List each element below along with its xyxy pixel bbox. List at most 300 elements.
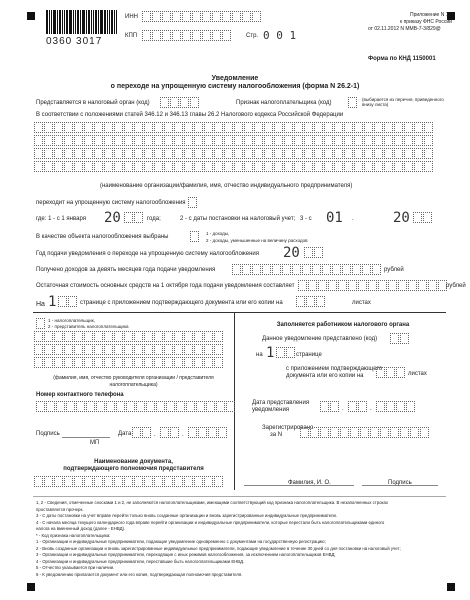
input-cell[interactable] xyxy=(322,264,331,275)
input-cell[interactable] xyxy=(126,401,135,412)
input-cell[interactable] xyxy=(204,357,213,368)
input-cell[interactable] xyxy=(190,231,199,242)
input-cell[interactable] xyxy=(84,476,93,487)
input-cell[interactable] xyxy=(424,148,433,159)
input-cell[interactable] xyxy=(134,212,143,223)
input-cell[interactable] xyxy=(144,344,153,355)
input-cell[interactable] xyxy=(216,401,225,412)
input-cell[interactable] xyxy=(68,296,77,307)
input-cell[interactable] xyxy=(144,148,153,159)
input-cell[interactable] xyxy=(334,161,343,172)
input-cell[interactable] xyxy=(134,344,143,355)
input-cell[interactable] xyxy=(46,401,55,412)
input-cell[interactable] xyxy=(344,122,353,133)
input-cell[interactable] xyxy=(164,476,173,487)
input-cell[interactable] xyxy=(340,427,349,438)
input-cell[interactable] xyxy=(304,122,313,133)
input-cell[interactable] xyxy=(300,427,309,438)
input-cell[interactable] xyxy=(58,296,67,307)
input-cell[interactable] xyxy=(142,30,151,41)
input-cell[interactable] xyxy=(94,357,103,368)
input-cell[interactable] xyxy=(214,331,223,342)
input-cell[interactable] xyxy=(54,344,63,355)
input-cell[interactable] xyxy=(194,148,203,159)
input-cell[interactable] xyxy=(54,331,63,342)
input-cell[interactable] xyxy=(332,264,341,275)
input-cell[interactable] xyxy=(198,427,207,438)
input-cell[interactable] xyxy=(354,135,363,146)
grid-row[interactable] xyxy=(34,135,433,146)
input-cell[interactable] xyxy=(74,331,83,342)
input-cell[interactable] xyxy=(252,264,261,275)
input-cell[interactable] xyxy=(264,161,273,172)
input-cell[interactable] xyxy=(264,135,273,146)
input-cell[interactable] xyxy=(116,401,125,412)
input-cell[interactable] xyxy=(212,30,221,41)
input-cell[interactable] xyxy=(294,148,303,159)
input-cell[interactable] xyxy=(144,122,153,133)
input-cell[interactable] xyxy=(292,264,301,275)
input-cell[interactable] xyxy=(244,148,253,159)
input-cell[interactable] xyxy=(410,427,419,438)
input-cell[interactable] xyxy=(114,122,123,133)
input-cell[interactable] xyxy=(34,476,43,487)
input-cell[interactable] xyxy=(374,122,383,133)
input-cell[interactable] xyxy=(310,427,319,438)
input-cell[interactable] xyxy=(234,135,243,146)
grid-row[interactable] xyxy=(34,122,433,133)
input-cell[interactable] xyxy=(174,331,183,342)
input-cell[interactable] xyxy=(400,333,409,344)
input-cell[interactable] xyxy=(84,148,93,159)
input-cell[interactable] xyxy=(428,280,437,291)
input-cell[interactable] xyxy=(94,344,103,355)
input-cell[interactable] xyxy=(284,148,293,159)
input-cell[interactable] xyxy=(264,148,273,159)
input-cell[interactable] xyxy=(394,135,403,146)
input-cell[interactable] xyxy=(208,427,217,438)
input-cell[interactable] xyxy=(406,401,415,412)
input-cell[interactable] xyxy=(324,148,333,159)
input-cell[interactable] xyxy=(134,357,143,368)
input-cell[interactable] xyxy=(84,344,93,355)
input-cell[interactable] xyxy=(320,427,329,438)
input-cell[interactable] xyxy=(134,122,143,133)
input-cell[interactable] xyxy=(232,11,241,22)
input-cell[interactable] xyxy=(176,401,185,412)
input-cell[interactable] xyxy=(274,122,283,133)
input-cell[interactable] xyxy=(294,135,303,146)
input-cell[interactable] xyxy=(194,135,203,146)
input-cell[interactable] xyxy=(104,331,113,342)
input-cell[interactable] xyxy=(174,122,183,133)
input-cell[interactable] xyxy=(194,344,203,355)
org-name-grid[interactable] xyxy=(34,122,433,174)
input-cell[interactable] xyxy=(184,161,193,172)
input-cell[interactable] xyxy=(64,122,73,133)
input-cell[interactable] xyxy=(304,161,313,172)
input-cell[interactable] xyxy=(114,135,123,146)
input-cell[interactable] xyxy=(164,344,173,355)
input-cell[interactable] xyxy=(390,333,399,344)
input-cell[interactable] xyxy=(350,427,359,438)
input-cell[interactable] xyxy=(206,401,215,412)
input-cell[interactable] xyxy=(104,476,113,487)
input-cell[interactable] xyxy=(390,427,399,438)
input-cell[interactable] xyxy=(74,357,83,368)
input-cell[interactable] xyxy=(314,148,323,159)
input-cell[interactable] xyxy=(94,331,103,342)
input-cell[interactable] xyxy=(64,135,73,146)
input-cell[interactable] xyxy=(142,11,151,22)
input-cell[interactable] xyxy=(170,97,179,108)
input-cell[interactable] xyxy=(160,97,169,108)
input-cell[interactable] xyxy=(334,135,343,146)
input-cell[interactable] xyxy=(286,347,295,358)
on-pages-field[interactable] xyxy=(276,347,295,358)
input-cell[interactable] xyxy=(364,148,373,159)
input-cell[interactable] xyxy=(114,344,123,355)
input-cell[interactable] xyxy=(164,331,173,342)
input-cell[interactable] xyxy=(192,30,201,41)
input-cell[interactable] xyxy=(384,161,393,172)
submitted-code-field[interactable] xyxy=(390,333,409,344)
input-cell[interactable] xyxy=(314,135,323,146)
input-cell[interactable] xyxy=(174,357,183,368)
input-cell[interactable] xyxy=(334,148,343,159)
input-cell[interactable] xyxy=(204,135,213,146)
input-cell[interactable] xyxy=(254,161,263,172)
input-cell[interactable] xyxy=(184,122,193,133)
input-cell[interactable] xyxy=(44,135,53,146)
input-cell[interactable] xyxy=(222,30,231,41)
input-cell[interactable] xyxy=(344,135,353,146)
reg-number-field[interactable] xyxy=(300,427,429,438)
grid-row[interactable] xyxy=(34,357,223,368)
input-cell[interactable] xyxy=(144,135,153,146)
input-cell[interactable] xyxy=(214,344,223,355)
input-cell[interactable] xyxy=(162,11,171,22)
input-cell[interactable] xyxy=(354,148,363,159)
input-cell[interactable] xyxy=(124,476,133,487)
input-cell[interactable] xyxy=(54,476,63,487)
input-cell[interactable] xyxy=(34,135,43,146)
input-cell[interactable] xyxy=(124,357,133,368)
input-cell[interactable] xyxy=(218,427,227,438)
input-cell[interactable] xyxy=(342,264,351,275)
input-cell[interactable] xyxy=(44,331,53,342)
grid-row[interactable] xyxy=(34,476,223,487)
input-cell[interactable] xyxy=(44,357,53,368)
input-cell[interactable] xyxy=(104,148,113,159)
input-cell[interactable] xyxy=(414,122,423,133)
input-cell[interactable] xyxy=(84,135,93,146)
date-field-right-month[interactable] xyxy=(348,401,367,412)
transition-option-field[interactable] xyxy=(188,197,197,208)
input-cell[interactable] xyxy=(194,161,203,172)
input-cell[interactable] xyxy=(264,122,273,133)
input-cell[interactable] xyxy=(192,11,201,22)
input-cell[interactable] xyxy=(134,331,143,342)
input-cell[interactable] xyxy=(84,122,93,133)
input-cell[interactable] xyxy=(160,427,169,438)
input-cell[interactable] xyxy=(96,401,105,412)
input-cell[interactable] xyxy=(164,148,173,159)
input-cell[interactable] xyxy=(414,135,423,146)
input-cell[interactable] xyxy=(394,161,403,172)
input-cell[interactable] xyxy=(396,367,405,378)
input-cell[interactable] xyxy=(368,280,377,291)
input-cell[interactable] xyxy=(396,401,405,412)
input-cell[interactable] xyxy=(104,357,113,368)
input-cell[interactable] xyxy=(184,135,193,146)
date-field-right-year[interactable] xyxy=(376,401,415,412)
input-cell[interactable] xyxy=(74,161,83,172)
input-cell[interactable] xyxy=(94,161,103,172)
input-cell[interactable] xyxy=(94,148,103,159)
input-cell[interactable] xyxy=(364,122,373,133)
input-cell[interactable] xyxy=(386,401,395,412)
input-cell[interactable] xyxy=(194,331,203,342)
input-cell[interactable] xyxy=(164,357,173,368)
input-cell[interactable] xyxy=(324,122,333,133)
input-cell[interactable] xyxy=(358,401,367,412)
input-cell[interactable] xyxy=(418,280,427,291)
grid-row[interactable] xyxy=(34,344,223,355)
input-cell[interactable] xyxy=(114,476,123,487)
input-cell[interactable] xyxy=(104,135,113,146)
date-field-right-day[interactable] xyxy=(320,401,339,412)
input-cell[interactable] xyxy=(174,476,183,487)
grid-row[interactable] xyxy=(34,331,223,342)
input-cell[interactable] xyxy=(296,296,305,307)
phone-field[interactable] xyxy=(36,401,235,412)
residual-field[interactable] xyxy=(298,280,447,291)
input-cell[interactable] xyxy=(424,122,433,133)
input-cell[interactable] xyxy=(338,280,347,291)
input-cell[interactable] xyxy=(354,122,363,133)
input-cell[interactable] xyxy=(423,212,432,223)
kpp-field[interactable] xyxy=(142,30,231,41)
input-cell[interactable] xyxy=(254,135,263,146)
input-cell[interactable] xyxy=(224,148,233,159)
input-cell[interactable] xyxy=(44,476,53,487)
input-cell[interactable] xyxy=(234,122,243,133)
input-cell[interactable] xyxy=(114,357,123,368)
input-cell[interactable] xyxy=(194,122,203,133)
input-cell[interactable] xyxy=(182,11,191,22)
pages-field[interactable] xyxy=(58,296,77,307)
input-cell[interactable] xyxy=(74,476,83,487)
input-cell[interactable] xyxy=(414,148,423,159)
input-cell[interactable] xyxy=(154,331,163,342)
input-cell[interactable] xyxy=(194,476,203,487)
input-cell[interactable] xyxy=(384,122,393,133)
input-cell[interactable] xyxy=(136,401,145,412)
tax-authority-code-field[interactable] xyxy=(160,97,199,108)
input-cell[interactable] xyxy=(212,11,221,22)
input-cell[interactable] xyxy=(242,264,251,275)
input-cell[interactable] xyxy=(94,135,103,146)
input-cell[interactable] xyxy=(44,161,53,172)
input-cell[interactable] xyxy=(413,212,422,223)
input-cell[interactable] xyxy=(388,280,397,291)
input-cell[interactable] xyxy=(152,30,161,41)
input-cell[interactable] xyxy=(348,401,357,412)
input-cell[interactable] xyxy=(226,401,235,412)
input-cell[interactable] xyxy=(184,331,193,342)
input-cell[interactable] xyxy=(174,148,183,159)
input-cell[interactable] xyxy=(44,122,53,133)
inn-field[interactable] xyxy=(142,11,261,22)
input-cell[interactable] xyxy=(144,476,153,487)
input-cell[interactable] xyxy=(164,135,173,146)
input-cell[interactable] xyxy=(324,135,333,146)
year-field[interactable] xyxy=(304,247,323,258)
input-cell[interactable] xyxy=(124,344,133,355)
input-cell[interactable] xyxy=(74,135,83,146)
input-cell[interactable] xyxy=(284,161,293,172)
input-cell[interactable] xyxy=(304,247,313,258)
input-cell[interactable] xyxy=(34,344,43,355)
input-cell[interactable] xyxy=(318,280,327,291)
input-cell[interactable] xyxy=(244,135,253,146)
input-cell[interactable] xyxy=(244,161,253,172)
input-cell[interactable] xyxy=(394,122,403,133)
input-cell[interactable] xyxy=(44,148,53,159)
input-cell[interactable] xyxy=(134,161,143,172)
input-cell[interactable] xyxy=(76,401,85,412)
input-cell[interactable] xyxy=(294,122,303,133)
input-cell[interactable] xyxy=(134,476,143,487)
input-cell[interactable] xyxy=(214,148,223,159)
input-cell[interactable] xyxy=(54,122,63,133)
input-cell[interactable] xyxy=(44,344,53,355)
input-cell[interactable] xyxy=(166,401,175,412)
input-cell[interactable] xyxy=(64,344,73,355)
input-cell[interactable] xyxy=(354,161,363,172)
input-cell[interactable] xyxy=(154,161,163,172)
input-cell[interactable] xyxy=(424,161,433,172)
input-cell[interactable] xyxy=(144,331,153,342)
input-cell[interactable] xyxy=(156,401,165,412)
input-cell[interactable] xyxy=(384,148,393,159)
input-cell[interactable] xyxy=(352,264,361,275)
input-cell[interactable] xyxy=(214,161,223,172)
input-cell[interactable] xyxy=(224,122,233,133)
input-cell[interactable] xyxy=(234,148,243,159)
input-cell[interactable] xyxy=(164,161,173,172)
input-cell[interactable] xyxy=(378,280,387,291)
input-cell[interactable] xyxy=(114,161,123,172)
date-field-left-month[interactable] xyxy=(160,427,179,438)
input-cell[interactable] xyxy=(64,357,73,368)
input-cell[interactable] xyxy=(94,476,103,487)
input-cell[interactable] xyxy=(374,161,383,172)
input-cell[interactable] xyxy=(94,122,103,133)
input-cell[interactable] xyxy=(376,367,385,378)
grid-row[interactable] xyxy=(34,161,433,172)
input-cell[interactable] xyxy=(320,401,329,412)
input-cell[interactable] xyxy=(180,97,189,108)
input-cell[interactable] xyxy=(114,148,123,159)
input-cell[interactable] xyxy=(404,122,413,133)
input-cell[interactable] xyxy=(374,148,383,159)
input-cell[interactable] xyxy=(380,427,389,438)
input-cell[interactable] xyxy=(370,427,379,438)
input-cell[interactable] xyxy=(74,122,83,133)
input-cell[interactable] xyxy=(36,318,45,329)
doc-name-grid[interactable] xyxy=(34,476,223,489)
input-cell[interactable] xyxy=(34,331,43,342)
input-cell[interactable] xyxy=(424,135,433,146)
input-cell[interactable] xyxy=(276,347,285,358)
input-cell[interactable] xyxy=(188,197,197,208)
input-cell[interactable] xyxy=(184,344,193,355)
input-cell[interactable] xyxy=(274,135,283,146)
input-cell[interactable] xyxy=(74,344,83,355)
input-cell[interactable] xyxy=(314,161,323,172)
input-cell[interactable] xyxy=(86,401,95,412)
input-cell[interactable] xyxy=(304,135,313,146)
input-cell[interactable] xyxy=(252,11,261,22)
input-cell[interactable] xyxy=(398,280,407,291)
input-cell[interactable] xyxy=(372,264,381,275)
input-cell[interactable] xyxy=(224,161,233,172)
input-cell[interactable] xyxy=(144,357,153,368)
input-cell[interactable] xyxy=(164,122,173,133)
input-cell[interactable] xyxy=(64,331,73,342)
input-cell[interactable] xyxy=(358,280,367,291)
input-cell[interactable] xyxy=(316,296,325,307)
input-cell[interactable] xyxy=(222,11,231,22)
input-cell[interactable] xyxy=(188,427,197,438)
input-cell[interactable] xyxy=(234,161,243,172)
input-cell[interactable] xyxy=(414,161,423,172)
input-cell[interactable] xyxy=(124,122,133,133)
input-cell[interactable] xyxy=(214,476,223,487)
input-cell[interactable] xyxy=(184,357,193,368)
input-cell[interactable] xyxy=(154,344,163,355)
input-cell[interactable] xyxy=(104,161,113,172)
input-cell[interactable] xyxy=(186,401,195,412)
input-cell[interactable] xyxy=(214,122,223,133)
input-cell[interactable] xyxy=(170,427,179,438)
input-cell[interactable] xyxy=(134,148,143,159)
attach-sheets-field[interactable] xyxy=(376,367,405,378)
input-cell[interactable] xyxy=(294,161,303,172)
input-cell[interactable] xyxy=(114,331,123,342)
input-cell[interactable] xyxy=(394,148,403,159)
input-cell[interactable] xyxy=(308,280,317,291)
input-cell[interactable] xyxy=(184,476,193,487)
input-cell[interactable] xyxy=(232,264,241,275)
input-cell[interactable] xyxy=(330,427,339,438)
input-cell[interactable] xyxy=(284,135,293,146)
input-cell[interactable] xyxy=(134,135,143,146)
input-cell[interactable] xyxy=(328,280,337,291)
input-cell[interactable] xyxy=(64,476,73,487)
input-cell[interactable] xyxy=(304,148,313,159)
pages-sheets-field[interactable] xyxy=(296,296,325,307)
input-cell[interactable] xyxy=(84,357,93,368)
input-cell[interactable] xyxy=(408,280,417,291)
input-cell[interactable] xyxy=(274,161,283,172)
input-cell[interactable] xyxy=(124,331,133,342)
input-cell[interactable] xyxy=(284,122,293,133)
input-cell[interactable] xyxy=(54,148,63,159)
input-cell[interactable] xyxy=(174,344,183,355)
